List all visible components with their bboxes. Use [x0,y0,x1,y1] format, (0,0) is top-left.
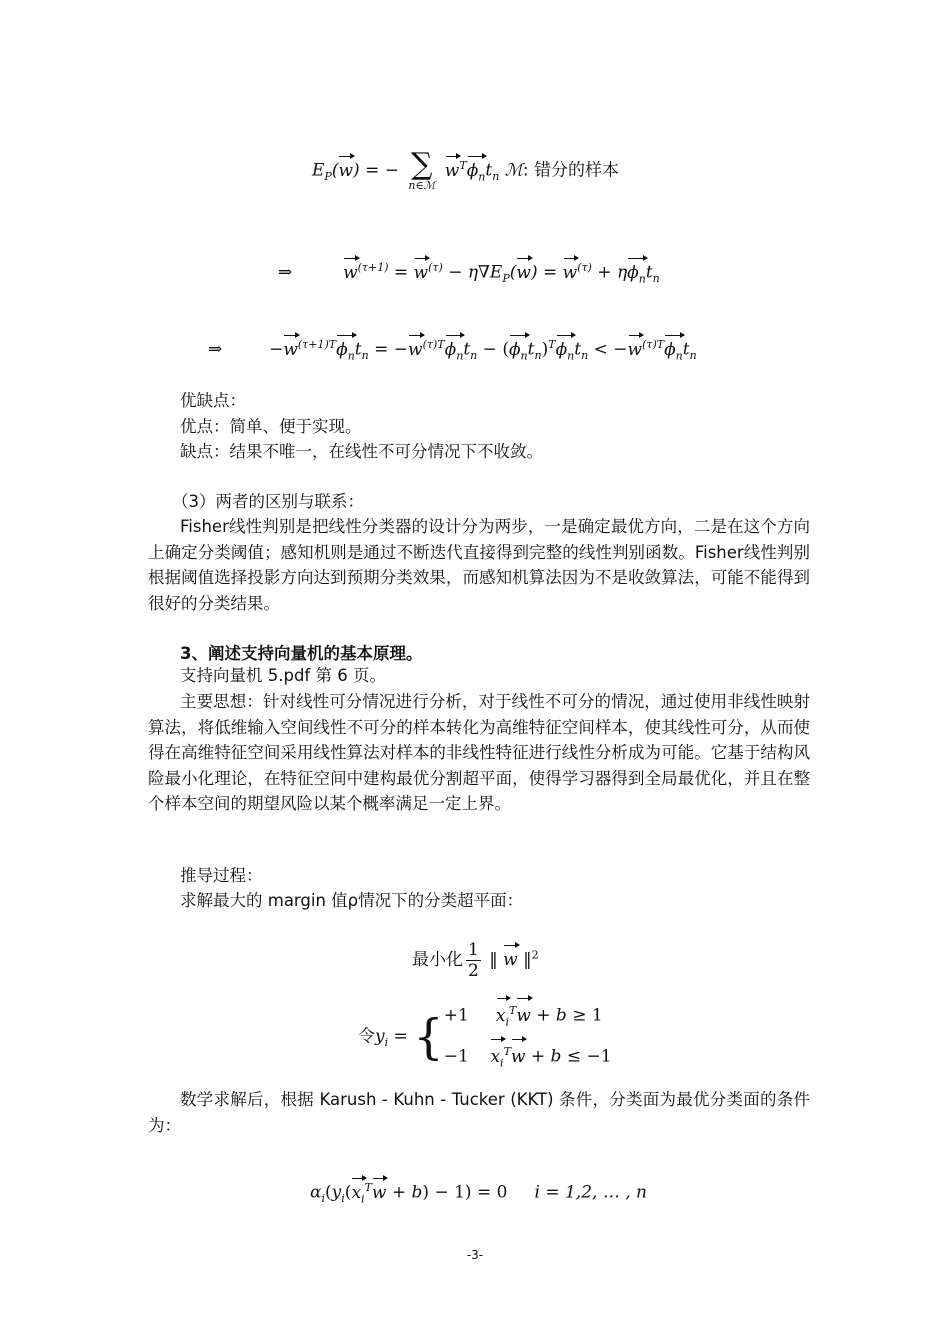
perceptron-criterion-equation: $E_P(w)$ = − ∑ n∈ℳ $w^T\phi_nt_n$ ℳ: 错分的样本 [312,147,620,192]
svm-main-idea: 主要思想：针对线性可分情况进行分析，对于线性不可分的情况，通过使用非线性映射算法，将低维输入空间线性不可分的样本转化为高维特征空间样本，使其线性可分，从而使得在高维特征空间采用线性算法对样本的非线性特征进行线性分析成为可能。它基于结构风险最小化理论，在特征空间中建构最优分割超平面，使得学习器得到全局最优化，并且在整个样本空间的期望风险以某个概率满足一定上界。 [148,692,810,813]
cons-text: 缺点：结果不唯一，在线性不可分情况下不收敛。 [180,442,543,461]
comparison-title: （3）两者的区别与联系： [172,492,364,511]
minimize-label: 最小化 [412,950,463,970]
svm-reference: 支持向量机 5.pdf 第 6 页。 [180,666,386,685]
svm-heading: 3、阐述支持向量机的基本原理。 [180,644,423,663]
misclassified-label: 错分的样本 [534,160,620,181]
constraint-equation: 令$y_i = \{+1$ $x_i^Tw + b \ge 1$ −1 $x_i^Tw + b \le -1$ [358,996,612,1078]
pros-text: 优点：简单、便于实现。 [180,416,362,436]
weight-update-equation: ⇒ $w^{(\tau+1)} = w^{(\tau)} - \eta\nabla E_P(w) = w^{(\tau)} + \eta\phi_nt_n$ [278,256,660,291]
pros-cons-title: 优缺点： [180,391,246,410]
pros-cons-section [148,388,810,465]
kkt-equation: $\alpha_i(y_i(x_i^Tw + b) - 1) = 0$ i = 1,2, … , n [310,1176,647,1211]
error-decrease-equation: ⇒ $-w^{(\tau+1)T}\phi_nt_n = -w^{(\tau)T}\phi_nt_n - (\phi_nt_n)^T\phi_nt_n < -w^{(\tau)T}\phi_nt_n$ [208,333,697,368]
kkt-index-range: i = 1,2, … , n [534,1182,647,1203]
derivation-title: 推导过程： [180,866,263,885]
summation: ∑ n∈ℳ [408,147,436,192]
let-label: 令 [358,1026,375,1047]
page-number: -3- [466,1248,484,1262]
comparison-paragraph: Fisher线性判别是把线性分类器的设计分为两步，一是确定最优方向，二是在这个方向上确定分类阈值；感知机则是通过不断迭代直接得到完整的线性判别函数。Fisher线性判别根据阈值选择投影方向达到预期分类效果，而感知机算法因为不是收敛算法，可能不能得到很好的分类结果。 [148,517,810,613]
derivation-intro: 求解最大的 margin 值ρ情况下的分类超平面： [180,891,524,910]
kkt-paragraph: 数学求解后，根据 Karush - Kuhn - Tucker (KKT) 条件，分类面为最优分类面的条件为： [148,1090,810,1135]
minimize-equation: 最小化 $\frac{1}{2}$ ‖ w ‖$^2$ [412,940,539,981]
